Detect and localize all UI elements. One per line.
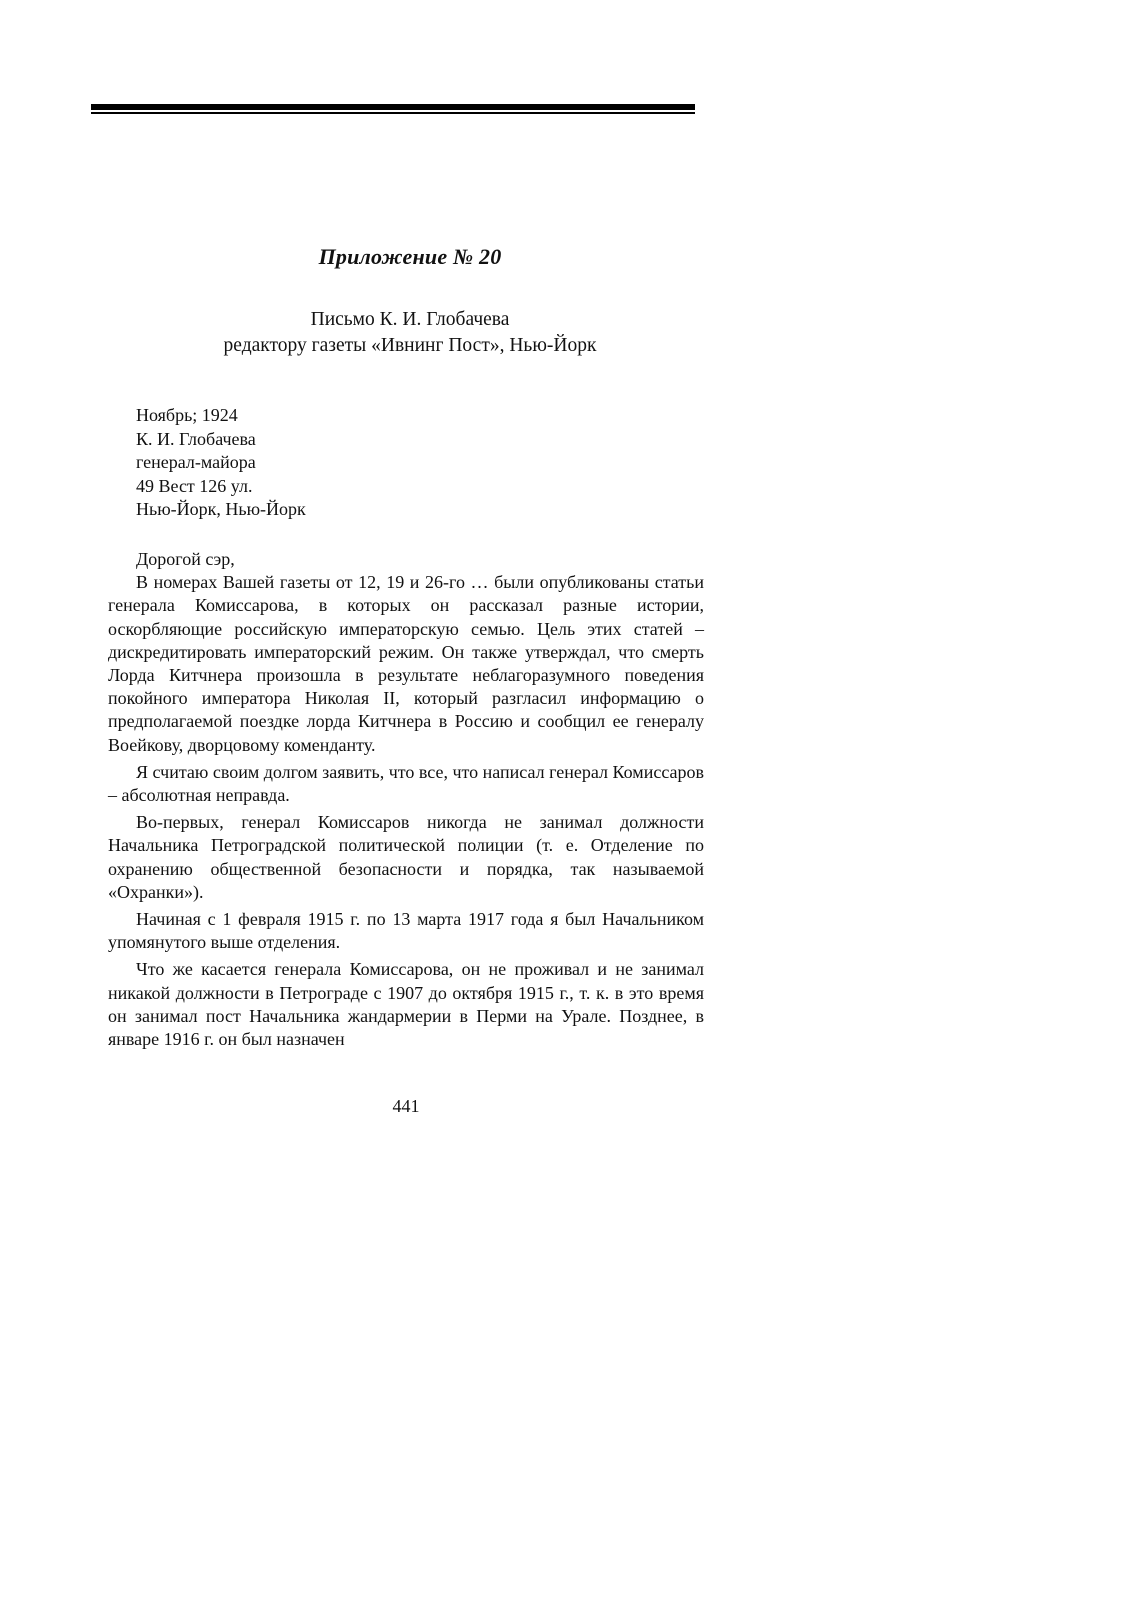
page-number: 441: [392, 1096, 420, 1116]
letter-body: [108, 548, 704, 1051]
letter-subtitle-line-2: редактору газеты «Ивнинг Пост», Нью-Йорк: [223, 335, 597, 356]
paragraph-1: В номерах Вашей газеты от 12, 19 и 26-го … были опубликованы статьи генерала Комиссарова, в которых он рассказал разные истории, оскорбляющие российскую императорскую семью. Цель этих статей – дискредитировать императорский режим. Он также утверждал, что смерть Лорда Китчнера произошла в результате неблагоразумного поведения покойного императора Николая II, который разгласил информацию о предполагаемой поездке лорда Китчнера в Россию и сообщил ее генералу Воейкову, дворцовому коменданту.: [108, 572, 704, 755]
address-sender-rank: генерал-майора: [136, 452, 256, 472]
address-sender-name: К. И. Глобачева: [136, 428, 256, 449]
paragraph-5: Что же касается генерала Комиссарова, он не проживал и не занимал никакой должности в Петрограде с 1907 до октября 1915 г., т. к. в это время он занимал пост Начальника жандармерии в Перми на Урале. Позднее, в январе 1916 г. он был назначен: [108, 959, 704, 1050]
paragraph-2: Я считаю своим долгом заявить, что все, что написал генерал Комиссаров – абсолютная неправда.: [108, 761, 705, 806]
address-date: Ноябрь; 1924: [136, 405, 238, 425]
address-street: 49 Вест 126 ул.: [136, 475, 253, 496]
address-city: Нью-Йорк, Нью-Йорк: [136, 499, 306, 519]
header-rule-thick: [91, 104, 695, 110]
paragraph-4: Начиная с 1 февраля 1915 г. по 13 марта 1917 года я был Начальником упомянутого выше отделения.: [108, 909, 704, 953]
letter-salutation: Дорогой сэр,: [136, 549, 235, 569]
letter-subtitle-line-1: Письмо К. И. Глобачева: [310, 309, 510, 330]
header-rule-thin: [91, 112, 695, 114]
paragraph-3: Во-первых, генерал Комиссаров никогда не занимал должности Начальника Петроградской политической полиции (т. е. Отделение по охранению общественной безопасности и порядка, так называемой «Охранки»).: [108, 812, 704, 902]
appendix-title: Приложение № 20: [318, 244, 502, 269]
letter-address-block: [136, 404, 306, 522]
